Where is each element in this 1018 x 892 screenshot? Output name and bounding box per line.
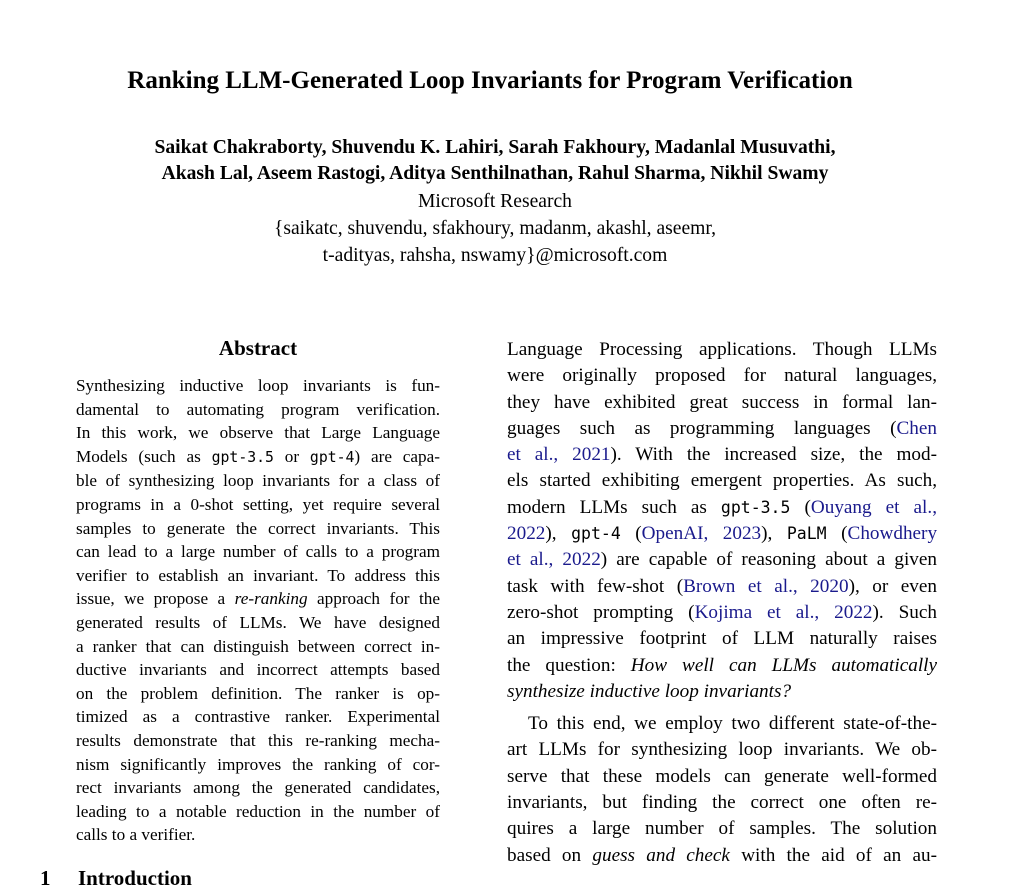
intro-text: ), xyxy=(761,523,787,545)
affiliation-block xyxy=(0,188,990,269)
intro-line xyxy=(507,574,937,600)
intro-line: serve that these models can generate well-formed xyxy=(507,765,937,787)
abstract-text: Models (such as xyxy=(76,446,212,466)
code-gpt-4: gpt-4 xyxy=(309,448,355,466)
abstract-text: or xyxy=(273,446,310,466)
intro-text: guages such as programming languages ( xyxy=(507,417,897,439)
abstract-line: nism significantly improves the ranking of cor- xyxy=(76,754,440,774)
abstract-line: results demonstrate that this re-ranking mecha- xyxy=(76,730,440,750)
abstract-line: programs in a 0-shot setting, yet require several xyxy=(76,494,440,514)
intro-line: Language Processing applications. Though LLMs xyxy=(507,339,937,360)
intro-body xyxy=(507,337,937,869)
citation-kojima-2022[interactable]: Kojima et al., 2022 xyxy=(694,601,873,623)
intro-text: ( xyxy=(790,496,811,518)
citation-ouyang-2022[interactable]: 2022 xyxy=(507,523,546,545)
citation-chen-2021[interactable]: Chen xyxy=(896,417,937,439)
section-title: Introduction xyxy=(78,866,192,890)
abstract-line: ble of synthesizing loop invariants for a class of xyxy=(76,471,440,491)
abstract-line: leading to a notable reduction in the number of xyxy=(76,801,440,821)
abstract-line: timized as a contrastive ranker. Experimental xyxy=(76,707,440,727)
intro-text: the question: xyxy=(507,654,631,676)
intro-line xyxy=(507,521,937,547)
intro-text: zero-shot prompting ( xyxy=(507,601,695,623)
citation-openai-2023[interactable]: OpenAI, 2023 xyxy=(641,523,762,545)
abstract-line: can lead to a large number of calls to a program xyxy=(76,542,440,562)
abstract-line: calls to a verifier. xyxy=(76,825,196,845)
code-palm: PaLM xyxy=(786,524,827,544)
abstract-text: ) are capa- xyxy=(354,446,440,466)
research-question: How well can LLMs automatically xyxy=(630,654,938,676)
intro-line xyxy=(507,416,937,442)
intro-text: ( xyxy=(826,523,848,545)
intro-line xyxy=(507,653,937,679)
paper-title: Ranking LLM-Generated Loop Invariants for Program Verification xyxy=(127,67,853,94)
intro-line xyxy=(507,600,937,626)
intro-text: modern LLMs such as xyxy=(507,496,721,518)
abstract-line: ductive invariants and incorrect attempts based xyxy=(76,660,440,680)
abstract-line: generated results of LLMs. We have designed xyxy=(76,612,440,632)
abstract-heading: Abstract xyxy=(218,336,298,360)
intro-text: with the aid of an au- xyxy=(729,844,938,866)
abstract-text: approach for the xyxy=(307,589,440,609)
intro-text: ), xyxy=(545,523,572,545)
authors-line-2: Akash Lal, Aseem Rastogi, Aditya Senthilnathan, Rahul Sharma, Nikhil Swamy xyxy=(161,163,829,184)
intro-line xyxy=(507,843,937,869)
intro-text: ). With the increased size, the mod- xyxy=(610,444,937,466)
intro-line xyxy=(507,442,937,468)
email-line-1: {saikatc, shuvendu, sfakhoury, madanm, akashl, aseemr, xyxy=(273,218,717,239)
intro-line: were originally proposed for natural languages, xyxy=(507,365,937,387)
abstract-text: issue, we propose a xyxy=(76,589,235,609)
citation-chowdhery-2022[interactable]: et al., 2022 xyxy=(507,549,601,571)
section-heading-introduction xyxy=(40,864,192,892)
code-gpt-3-5: gpt-3.5 xyxy=(211,448,274,466)
abstract-line: verifier to establish an invariant. To address this xyxy=(76,565,440,585)
intro-text: ( xyxy=(620,523,642,545)
abstract-body xyxy=(76,374,440,847)
intro-text: task with few-shot ( xyxy=(507,575,684,597)
abstract-line xyxy=(76,587,440,611)
intro-line: invariants, but finding the correct one often re- xyxy=(507,792,937,814)
authors-line-1: Saikat Chakraborty, Shuvendu K. Lahiri, Sarah Fakhoury, Madanlal Musuvathi, xyxy=(154,137,836,158)
citation-brown-2020[interactable]: Brown et al., 2020 xyxy=(683,575,849,597)
abstract-line xyxy=(76,445,440,470)
intro-line xyxy=(507,679,937,705)
abstract-line: Synthesizing inductive loop invariants is fun- xyxy=(76,376,440,395)
intro-line: To this end, we employ two different state-of-the- xyxy=(528,713,937,735)
intro-line: quires a large number of samples. The solution xyxy=(507,818,937,840)
citation-ouyang-2022[interactable]: Ouyang et al., xyxy=(810,496,937,518)
research-question: synthesize inductive loop invariants? xyxy=(507,680,792,702)
abstract-line: on the problem definition. The ranker is op- xyxy=(76,683,440,703)
email-line-2: t-adityas, rahsha, nswamy}@microsoft.com xyxy=(322,245,668,266)
emphasis-guess-and-check: guess and check xyxy=(592,844,730,866)
intro-line: els started exhibiting emergent properties. As such, xyxy=(507,470,937,492)
author-list xyxy=(0,135,990,187)
abstract-line: a ranker that can distinguish between correct in- xyxy=(76,636,440,656)
intro-text: ). Such xyxy=(872,601,938,623)
intro-line xyxy=(507,495,937,521)
code-gpt-3-5: gpt-3.5 xyxy=(720,497,791,517)
intro-line xyxy=(507,547,937,573)
abstract-line: In this work, we observe that Large Language xyxy=(76,423,440,443)
intro-text: ), or even xyxy=(848,575,937,597)
intro-text: ) are capable of reasoning about a given xyxy=(600,549,937,571)
abstract-line: samples to generate the correct invariants. This xyxy=(76,518,440,538)
affiliation: Microsoft Research xyxy=(418,191,572,212)
abstract-line: rect invariants among the generated candidates, xyxy=(76,778,440,798)
emphasis-re-ranking: re-ranking xyxy=(234,589,308,609)
intro-line: an impressive footprint of LLM naturally raises xyxy=(507,628,937,650)
code-gpt-4: gpt-4 xyxy=(571,524,621,544)
abstract-line: damental to automating program verification. xyxy=(76,399,440,419)
citation-chowdhery-2022[interactable]: Chowdhery xyxy=(847,523,938,545)
intro-line: art LLMs for synthesizing loop invariants. We ob- xyxy=(507,739,937,761)
intro-text: based on xyxy=(507,844,593,866)
citation-chen-2021[interactable]: et al., 2021 xyxy=(507,444,611,466)
intro-line: they have exhibited great success in formal lan- xyxy=(507,391,937,413)
section-number: 1 xyxy=(40,866,51,890)
